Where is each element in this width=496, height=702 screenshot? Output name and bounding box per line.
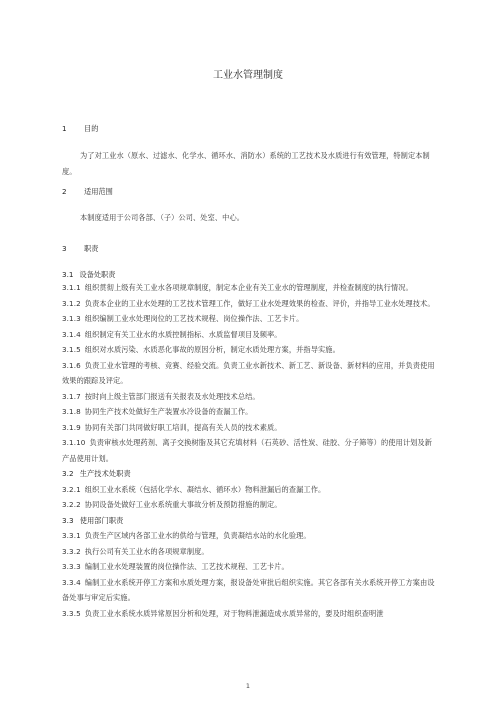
list-item [62, 497, 436, 513]
item-text: 按时向上级主管部门报送有关报表及水处理技术总结。 [84, 391, 260, 401]
item-text: 编制工业水处理装置的岗位操作法、工艺技术规程、工艺卡片。 [84, 562, 289, 571]
page-number: 1 [245, 682, 251, 690]
scope-paragraph: 本制度适用于公司各部、（子）公司、处室、中心。 [80, 213, 245, 222]
subsection-heading-3-1 [62, 270, 115, 280]
list-item [62, 420, 436, 436]
subsection-heading-3-2 [62, 466, 436, 482]
purpose-paragraph: 为了对工业水（原水、过滤水、化学水、循环水、消防水）系统的工艺技术及水质进行有效管理，特制定本制度。 [62, 151, 430, 176]
list-item [62, 358, 436, 389]
list-item [62, 404, 436, 420]
section-number: 2 [62, 187, 67, 196]
item-number: 3.2.1 [62, 484, 81, 494]
item-text: 组织制定有关工业水的水质控制指标、水质监督项目及频率。 [84, 329, 282, 339]
item-number: 3.1.9 [62, 422, 81, 432]
item-number: 3.1.2 [62, 298, 81, 308]
section-number: 1 [62, 124, 67, 133]
subsection-number: 3.2 [62, 469, 74, 478]
page-title: 工业水管理制度 [213, 70, 283, 81]
item-text: 执行公司有关工业水的各项规章制度。 [84, 546, 209, 556]
item-text: 协同设备处做好工业水系统重大事故分析及预防措施的制定。 [84, 500, 282, 509]
list-item [62, 606, 436, 622]
item-text: 负责工业水系统水质异常原因分析和处理，对于物料泄漏造成水质异常的，要及时组织查明泄 [84, 608, 384, 618]
section-number: 3 [62, 244, 67, 253]
section-heading-1 [62, 124, 98, 134]
item-number: 3.1.1 [62, 283, 81, 292]
list-item [62, 389, 436, 405]
item-text: 组织工业水系统（包括化学水、凝结水、循环水）物料泄漏后的查漏工作。 [84, 484, 326, 494]
item-number: 3.3.3 [62, 562, 81, 571]
subsection-title: 设备处职责 [79, 270, 116, 279]
list-item [62, 482, 436, 498]
item-number: 3.3.4 [62, 577, 81, 587]
list-item [62, 296, 436, 312]
list-item [62, 311, 436, 327]
item-number: 3.3.1 [62, 531, 81, 540]
item-number: 3.1.6 [62, 360, 81, 370]
list-3-1 [62, 280, 436, 621]
item-text: 负责审核水处理药剂、离子交换树脂及其它充填材料（石英砂、活性炭、硅胶、分子筛等）的使用计划及新产品使用计划。 [62, 438, 432, 463]
list-item [62, 342, 436, 358]
subsection-title: 生产技术处职责 [79, 469, 131, 478]
list-item [62, 528, 436, 544]
item-number: 3.1.4 [62, 329, 81, 339]
item-number: 3.1.7 [62, 391, 81, 401]
item-number: 3.3.2 [62, 546, 81, 556]
list-item [62, 327, 436, 343]
list-item [62, 559, 436, 575]
item-text: 负责工业水管理的考核、竞赛、经验交流。负责工业水新技术、新工艺、新设备、新材料的应用，并负责使用效果的跟踪及评定。 [62, 360, 435, 385]
item-text: 协同生产技术处做好生产装置水冷设备的查漏工作。 [84, 407, 253, 416]
item-number: 3.1.3 [62, 314, 81, 323]
section-title: 目的 [84, 124, 99, 133]
item-number: 3.1.5 [62, 345, 81, 354]
section-title: 职责 [84, 244, 99, 253]
item-text: 编制工业水系统开停工方案和水质处理方案，报设备处审批后组织实施。其它各部有关水系统开停工方案由设备处事与审定后实施。 [62, 577, 435, 602]
item-text: 负责本企业的工业水处理的工艺技术管理工作，做好工业水处理效果的检查、评价，并指导工业水处理技术。 [84, 298, 435, 308]
section-title: 适用范围 [84, 187, 113, 196]
item-text: 组织对水质污染、水质恶化事故的原因分析，制定水质处理方案，并指导实施。 [84, 345, 340, 354]
subsection-number: 3.1 [62, 270, 74, 279]
item-text: 组织贯彻上级有关工业水各项规章制度，制定本企业有关工业水的管理制度，并检查制度的执行情况。 [84, 283, 413, 292]
subsection-title: 使用部门职责 [79, 515, 124, 525]
item-number: 3.1.8 [62, 407, 81, 416]
list-item [62, 575, 436, 606]
item-number: 3.3.5 [62, 608, 81, 618]
list-item [62, 435, 436, 466]
subsection-number: 3.3 [62, 515, 74, 525]
list-item [62, 544, 436, 560]
section-heading-2 [62, 187, 113, 197]
item-text: 组织编制工业水处理岗位的工艺技术规程、岗位操作法、工艺卡片。 [84, 314, 304, 323]
item-number: 3.1.10 [62, 438, 86, 447]
subsection-heading-3-3 [62, 513, 436, 529]
item-text: 协同有关部门共同做好职工培训，提高有关人员的技术素质。 [84, 422, 282, 432]
list-item [62, 280, 436, 296]
section-heading-3 [62, 244, 98, 254]
item-number: 3.2.2 [62, 500, 81, 509]
item-text: 负责生产区域内各部工业水的供给与管理，负责凝结水站的水化验理。 [84, 531, 311, 540]
